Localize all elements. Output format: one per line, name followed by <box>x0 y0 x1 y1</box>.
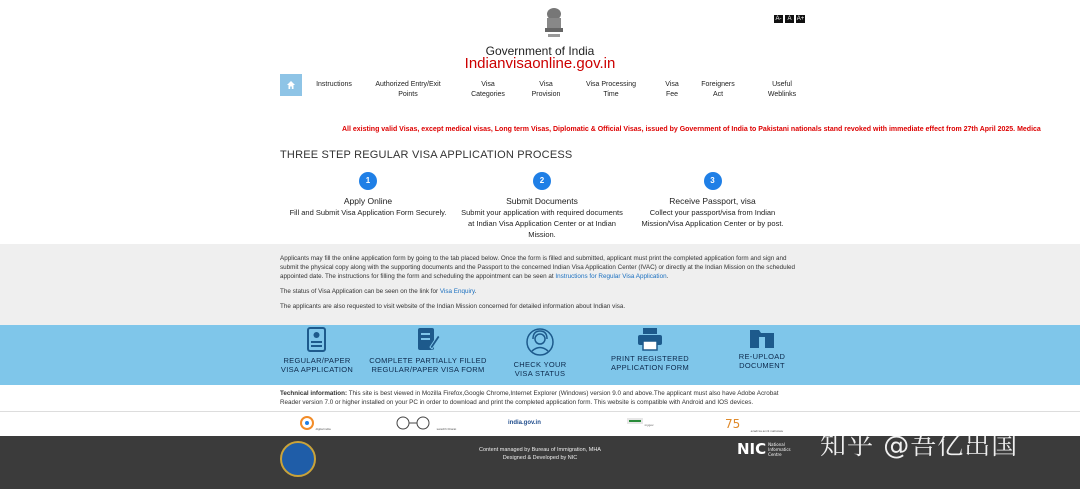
home-icon <box>286 80 296 90</box>
step-receive-passport <box>640 172 785 229</box>
immigration-emblem-icon <box>280 441 316 477</box>
tech-label: Technical information: <box>280 390 348 397</box>
folder-icon <box>749 327 775 349</box>
instructions-link[interactable]: Instructions for Regular Visa Application <box>555 273 667 280</box>
complete-partially-filled-button[interactable]: COMPLETE PARTIALLY FILLED REGULAR/PAPER VISA FORM <box>368 327 488 374</box>
nav-useful-weblinks[interactable]: Useful Weblinks <box>767 81 797 98</box>
font-normal-button[interactable]: A <box>785 15 794 23</box>
step-description: Collect your passport/visa from Indian Mission/Visa Application Center or by post. <box>641 208 784 228</box>
step-title: Apply Online <box>343 196 393 206</box>
revocation-notice: All existing valid Visas, except medical visas, Long term Visas, Diplomatic & Official Visas, issued by Government of India to Pakistani nationals stand revoked with immediate effect from 27th April 2025. Medica <box>342 126 1041 133</box>
step-number: 2 <box>533 172 551 190</box>
government-title: Government of India <box>485 44 595 58</box>
font-increase-button[interactable]: A+ <box>796 16 805 22</box>
government-emblem-icon <box>541 6 567 40</box>
re-upload-document-button[interactable]: RE-UPLOAD DOCUMENT <box>722 327 802 370</box>
nav-visa-categories[interactable]: Visa Categories <box>471 81 505 98</box>
nav-instructions[interactable]: Instructions <box>316 81 352 88</box>
nav-visa-provision[interactable]: Visa Provision <box>531 81 561 98</box>
nav-visa-processing-time[interactable]: Visa Processing Time <box>585 81 637 98</box>
nav-foreigners-act[interactable]: Foreigners Act <box>701 81 735 98</box>
info-paragraph: The status of Visa Application can be seen on the link for Visa Enquiry. <box>280 288 477 295</box>
step-title: Submit Documents <box>506 196 578 206</box>
print-application-form-button[interactable]: PRINT REGISTERED APPLICATION FORM <box>600 327 700 372</box>
regular-visa-application-button[interactable]: REGULAR/PAPER VISA APPLICATION <box>280 327 354 374</box>
swachh-bharat-logo[interactable]: swachh bharat <box>393 416 456 432</box>
check-visa-status-button[interactable]: CHECK YOUR VISA STATUS <box>505 327 575 378</box>
home-button[interactable] <box>280 74 302 96</box>
site-title[interactable]: Indianvisaonline.gov.in <box>464 55 616 72</box>
digital-india-logo[interactable]: digital india <box>300 416 331 432</box>
main-nav <box>280 74 802 104</box>
nav-entry-exit-points[interactable]: Authorized Entry/Exit Points <box>375 81 441 98</box>
support-agent-icon <box>525 327 555 357</box>
nic-logo[interactable]: NIC National Informatics Centre <box>737 440 791 458</box>
step-apply-online <box>283 172 453 218</box>
form-icon <box>306 327 328 353</box>
process-title: THREE STEP REGULAR VISA APPLICATION PROCESS <box>280 149 573 161</box>
footer-credits: Content managed by Bureau of Immigration, MHA Designed & Developed by NIC <box>479 447 601 461</box>
nav-visa-fee[interactable]: Visa Fee <box>665 81 679 98</box>
india-gov-logo[interactable]: india.gov.in <box>508 420 541 426</box>
visa-enquiry-link[interactable]: Visa Enquiry <box>439 288 475 295</box>
info-text <box>280 254 800 317</box>
font-decrease-button[interactable]: A- <box>775 16 782 22</box>
tech-text: This site is best viewed in Mozilla Firefox,Google Chrome,Internet Explorer (Windows) version 9.0 and above.The applicant must also have Adobe Acrobat Reader version 7.0 or higher installed on your PC in order to download and print the completed application form. This website is compatible with Android and IOS devices. <box>280 390 779 406</box>
step-title: Receive Passport, visa <box>669 196 756 206</box>
technical-information <box>280 389 800 407</box>
amrit-mahotsav-logo[interactable]: 75 azadi ka amrit mahotsav <box>725 417 784 433</box>
font-size-controls <box>774 15 805 23</box>
info-paragraph: Applicants may fill the online application form by going to the tab placed below. Once the form is filled and submitted, applicant must print the completed application form and sign and submit the physical copy along with the supporting documents and the Passport to the concerned Indian Visa Application Center (IVAC) or directly at the Indian Mission on the scheduled appointed date. The instructions for filling the form and scheduling the appointment can be seen at Instructions for Regular Visa Application. <box>280 255 796 280</box>
printer-icon <box>637 327 663 351</box>
mygov-logo[interactable]: mygov <box>627 416 654 428</box>
step-submit-documents <box>457 172 627 240</box>
step-description: Fill and Submit Visa Application Form Securely. <box>289 208 447 217</box>
info-paragraph: The applicants are also requested to visit website of the Indian Mission concerned for detailed information about Indian visa. <box>280 303 626 310</box>
watermark-text: 知乎 @吾亿出国 <box>820 431 1019 461</box>
svg-text:75: 75 <box>725 417 741 431</box>
edit-form-icon <box>416 327 440 353</box>
step-description: Submit your application with required documents at Indian Visa Application Center or at Indian Mission. <box>461 208 623 239</box>
step-number: 3 <box>704 172 722 190</box>
step-number: 1 <box>359 172 377 190</box>
